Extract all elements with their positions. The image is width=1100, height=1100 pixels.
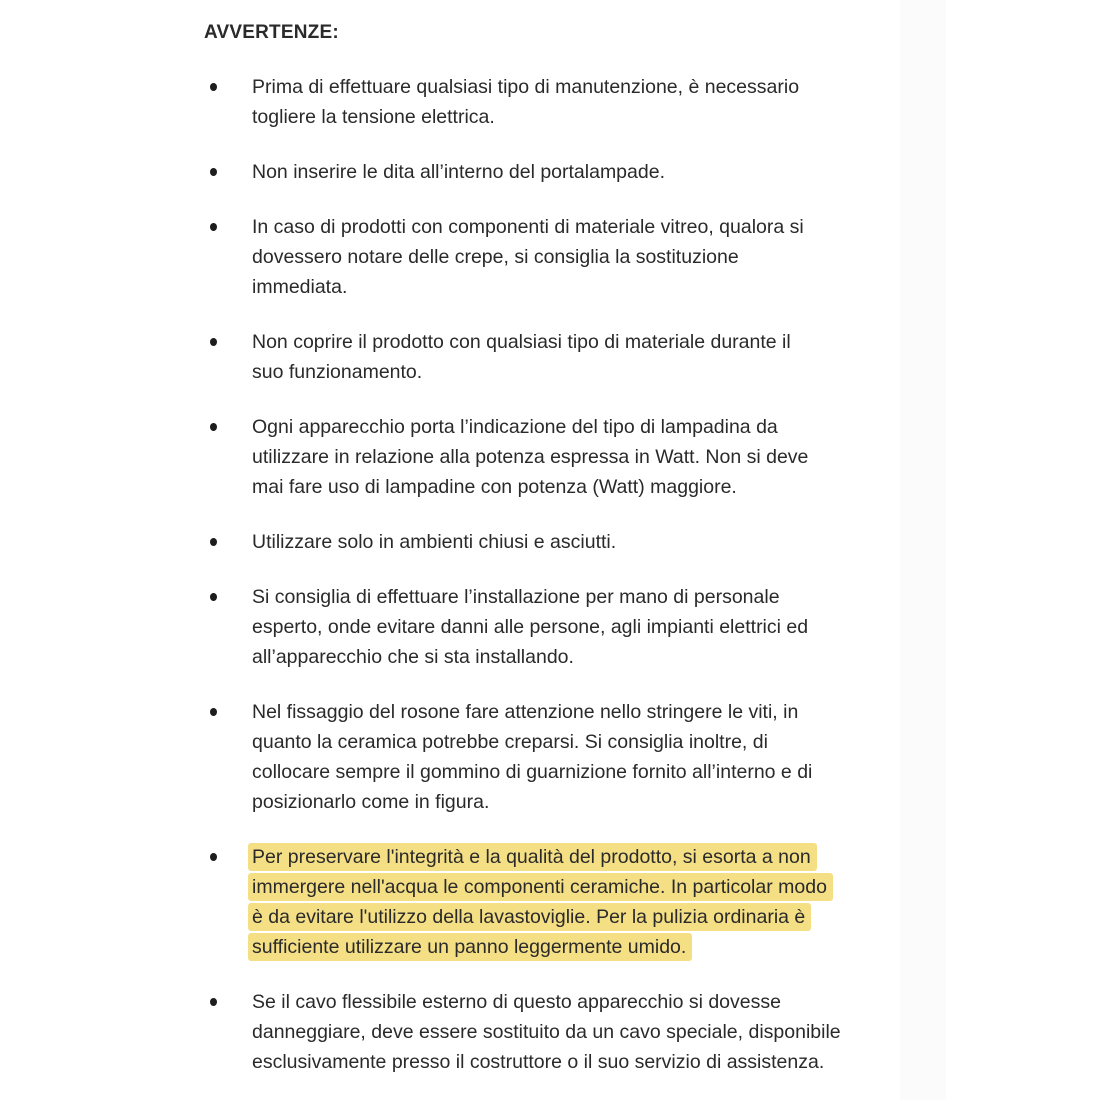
bullet-text-line <box>252 987 841 1017</box>
bullet-text-line <box>252 412 808 442</box>
warning-list-item <box>204 157 944 187</box>
bullet-text-line <box>252 642 808 672</box>
text-run: dovessero notare delle crepe, si consiglia la sostituzione <box>252 246 739 268</box>
bullet-icon <box>210 853 217 861</box>
warning-list-item <box>204 582 944 672</box>
bullet-text <box>252 327 791 387</box>
bullet-icon <box>210 593 217 601</box>
bullet-text <box>252 212 804 302</box>
warning-list-item <box>204 72 944 132</box>
text-run: suo funzionamento. <box>252 361 423 383</box>
highlighted-text: sufficiente utilizzare un panno leggermente umido. <box>248 933 692 961</box>
text-run: esperto, onde evitare danni alle persone, agli impianti elettrici ed <box>252 616 809 638</box>
text-run: posizionarlo come in figura. <box>252 791 490 813</box>
text-run: esclusivamente presso il costruttore o il suo servizio di assistenza. <box>252 1051 825 1073</box>
bullet-text-line <box>252 1047 841 1077</box>
bullet-text-line <box>252 212 804 242</box>
bullet-icon <box>210 83 217 91</box>
bullet-text-line <box>252 727 812 757</box>
bullet-icon <box>210 168 217 176</box>
bullet-icon <box>210 538 217 546</box>
warning-list-item <box>204 527 944 557</box>
text-run: Utilizzare solo in ambienti chiusi e asciutti. <box>252 531 617 553</box>
bullet-text-line <box>252 242 804 272</box>
bullet-text-line <box>252 442 808 472</box>
text-run: Si consiglia di effettuare l’installazione per mano di personale <box>252 586 780 608</box>
bullet-text-line <box>252 932 833 962</box>
text-run: danneggiare, deve essere sostituito da un cavo speciale, disponibile <box>252 1021 841 1043</box>
bullet-text-line <box>252 272 804 302</box>
warnings-section <box>204 18 944 1100</box>
warning-list-item <box>204 412 944 502</box>
bullet-text-line <box>252 697 812 727</box>
highlighted-text: è da evitare l'utilizzo della lavastoviglie. Per la pulizia ordinaria è <box>248 903 811 931</box>
text-run: collocare sempre il gommino di guarnizione fornito all’interno e di <box>252 761 813 783</box>
bullet-text-line <box>252 612 808 642</box>
highlighted-text: Per preservare l'integrità e la qualità del prodotto, si esorta a non <box>248 843 817 871</box>
highlighted-text: immergere nell'acqua le componenti ceramiche. In particolar modo <box>248 873 833 901</box>
text-run: quanto la ceramica potrebbe creparsi. Si consiglia inoltre, di <box>252 731 768 753</box>
bullet-icon <box>210 708 217 716</box>
bullet-text-line <box>252 872 833 902</box>
warning-list-item <box>204 327 944 387</box>
bullet-text <box>252 582 808 672</box>
bullet-text <box>252 72 799 132</box>
bullet-text-line <box>252 102 799 132</box>
bullet-text-line <box>252 327 791 357</box>
warnings-list <box>204 72 944 1077</box>
text-run: utilizzare in relazione alla potenza espressa in Watt. Non si deve <box>252 446 809 468</box>
bullet-text <box>252 987 841 1077</box>
bullet-text-line <box>252 902 833 932</box>
bullet-text-line <box>252 787 812 817</box>
bullet-text-line <box>252 527 616 557</box>
bullet-text <box>252 697 812 817</box>
bullet-text-line <box>252 357 791 387</box>
bullet-text-line <box>252 72 799 102</box>
bullet-text-line <box>252 472 808 502</box>
bullet-text-line <box>252 1017 841 1047</box>
warning-list-item <box>204 987 944 1077</box>
bullet-text <box>252 412 808 502</box>
warning-list-item <box>204 697 944 817</box>
text-run: Se il cavo flessibile esterno di questo apparecchio si dovesse <box>252 991 781 1013</box>
bullet-icon <box>210 338 217 346</box>
warning-list-item <box>204 842 944 962</box>
text-run: Prima di effettuare qualsiasi tipo di manutenzione, è necessario <box>252 76 800 98</box>
text-run: mai fare uso di lampadine con potenza (Watt) maggiore. <box>252 476 737 498</box>
bullet-text <box>252 157 665 187</box>
bullet-icon <box>210 423 217 431</box>
bullet-text-line <box>252 757 812 787</box>
text-run: togliere la tensione elettrica. <box>252 106 495 128</box>
bullet-text <box>252 527 616 557</box>
text-run: Non coprire il prodotto con qualsiasi tipo di materiale durante il <box>252 331 791 353</box>
text-run: immediata. <box>252 276 348 298</box>
text-run: Non inserire le dita all’interno del portalampade. <box>252 161 665 183</box>
bullet-text-line <box>252 842 833 872</box>
bullet-icon <box>210 998 217 1006</box>
text-run: Nel fissaggio del rosone fare attenzione nello stringere le viti, in <box>252 701 799 723</box>
text-run: all’apparecchio che si sta installando. <box>252 646 574 668</box>
section-title: AVVERTENZE: <box>204 22 339 43</box>
bullet-text-line <box>252 582 808 612</box>
bullet-icon <box>210 223 217 231</box>
bullet-text-line <box>252 157 665 187</box>
text-run: In caso di prodotti con componenti di materiale vitreo, qualora si <box>252 216 804 238</box>
bullet-text <box>252 842 833 962</box>
text-run: Ogni apparecchio porta l’indicazione del tipo di lampadina da <box>252 416 778 438</box>
warning-list-item <box>204 212 944 302</box>
